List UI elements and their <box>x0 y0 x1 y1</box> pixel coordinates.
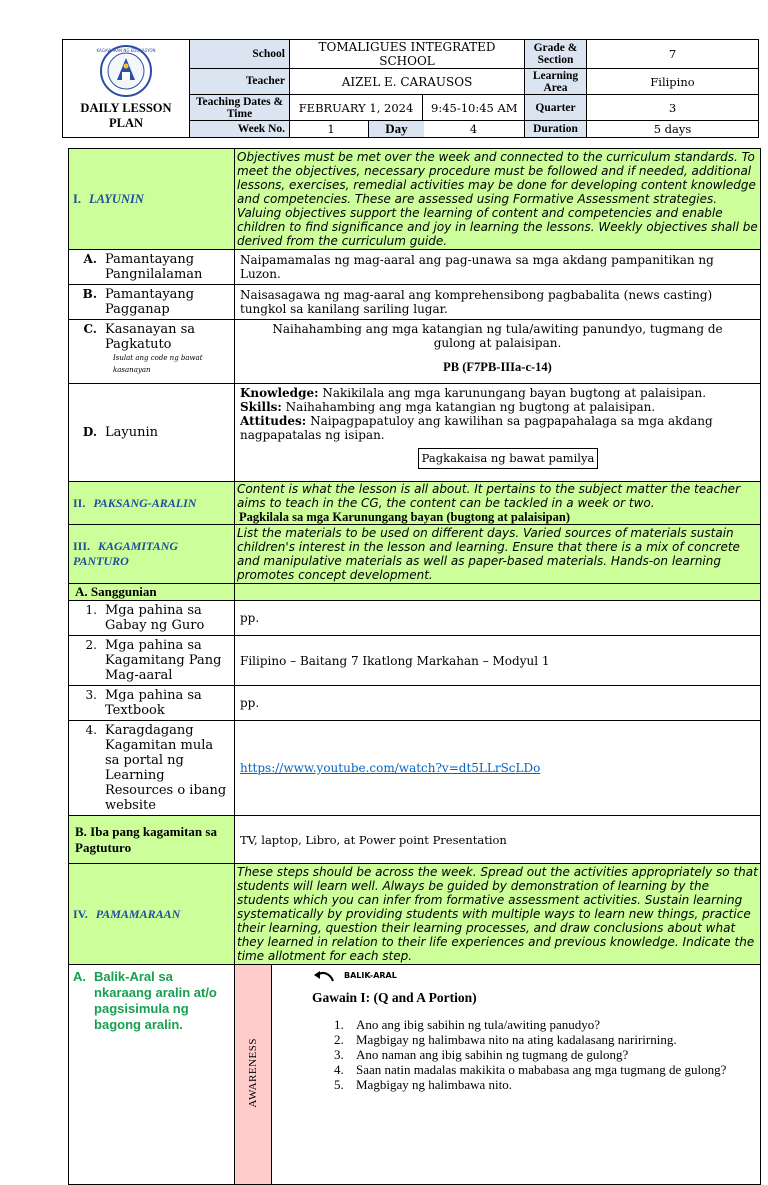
question-item: 2. Magbigay ng halimbawa nito na ating kadalasang naririrning. <box>334 1032 677 1047</box>
balik-aral-step-cell <box>69 965 235 1185</box>
reference-value-3: pp. <box>235 686 761 721</box>
kagamitan-heading: III. KAGAMITANG PANTURO <box>69 525 235 584</box>
lesson-plan-table <box>68 148 761 1185</box>
duration-label: Duration <box>525 121 587 138</box>
layunin-d-label: D. Layunin <box>69 384 235 482</box>
reference-label-4: 4. Karagdagang Kagamitan mula sa portal ng Learning Resources o ibang website <box>69 721 235 816</box>
balik-aral-step-num: A. <box>73 969 87 984</box>
question-list <box>272 1017 760 1092</box>
curved-arrow-icon <box>312 969 336 983</box>
question-item: 3. Ano naman ang ibig sabihin ng tugmang de gulong? <box>334 1047 629 1062</box>
paksa-text: Pagkilala sa mga Karunungang bayan (bugtong at palaisipan) <box>235 510 761 525</box>
area-value: Filipino <box>587 69 759 95</box>
kagamitan-note: List the materials to be used on different days. Varied sources of materials sustain children's interest in the lesson and learning. Ensure that there is a mix of concrete and manipulative materials as well as paper-based materials. Hands-on learning promotes concept development. <box>235 525 761 584</box>
gawain-title: Gawain I: (Q and A Portion) <box>312 990 477 1005</box>
week-value: 1 <box>327 122 335 136</box>
reference-value-2: Filipino – Baitang 7 Ikatlong Markahan – Modyul 1 <box>235 636 761 686</box>
paksa-note: Content is what the lesson is all about. It pertains to the subject matter the teacher aims to teach in the CG, the content can be tackled in a week or two. <box>235 482 761 511</box>
teacher-value: AIZEL E. CARAUSOS <box>290 69 525 95</box>
header-table <box>62 39 759 138</box>
duration-value: 5 days <box>587 121 759 138</box>
kasanayan-label: C. Kasanayan sa Pagkatuto Isulat ang code ng bawat kasanayan <box>69 320 235 384</box>
time-value: 9:45-10:45 AM <box>423 95 525 121</box>
reference-value-1: pp. <box>235 601 761 636</box>
quarter-value: 3 <box>587 95 759 121</box>
date-value: FEBRUARY 1, 2024 <box>290 95 423 121</box>
pamantayang-pagganap-text: Naisasagawa ng mag-aaral ang komprehensibong pagbabalita (news casting) tungkol sa kanilang sariling lugar. <box>235 285 761 320</box>
grade-label: Grade & Section <box>525 40 587 69</box>
week-cell <box>290 121 423 138</box>
reference-label-2: 2. Mga pahina sa Kagamitang Pang Mag-aaral <box>69 636 235 686</box>
teacher-label: Teacher <box>190 69 290 95</box>
week-label: Week No. <box>190 121 290 138</box>
seal-text: KAGAWARAN NG EDUKASYON <box>96 48 156 53</box>
pamamaraan-heading: IV. PAMAMARAAN <box>69 864 235 965</box>
pamamaraan-note: These steps should be across the week. Spread out the activities appropriately so that students will learn well. Always be guided by demonstration of learning by the students which you can infer from formative assessment activities. Sustain learning systematically by providing students with multiple ways to learn new things, practice their learning, question their learning processes, and draw conclusions about what they learned in relation to their life experiences and previous knowledge. Indicate the time allotment for each step. <box>235 864 761 965</box>
paksa-heading: II. PAKSANG-ARALIN <box>69 482 235 525</box>
question-item: 1. Ano ang ibig sabihin ng tula/awiting panudyo? <box>334 1017 601 1032</box>
deped-seal-icon <box>97 44 155 98</box>
value-box: Pagkakaisa ng bawat pamilya <box>418 448 598 469</box>
competency-code: PB (F7PB-IIIa-c-14) <box>443 360 552 374</box>
iba-pang-kagamitan-value: TV, laptop, Libro, at Power point Presentation <box>235 816 761 864</box>
school-value: TOMALIGUES INTEGRATED SCHOOL <box>290 40 525 69</box>
kasanayan-cell <box>235 320 761 384</box>
question-item: 4. Saan natin madalas makikita o mababasa ang mga tugmang de gulong? <box>334 1062 727 1077</box>
dates-label: Teaching Dates & Time <box>190 95 290 121</box>
day-value: 4 <box>423 121 525 138</box>
layunin-d-cell <box>235 384 761 482</box>
attitudes-objective: Attitudes: Naipagpapatuloy ang kawilihan sa pagpapahalaga sa mga akdang nagpapatalas ng isipan. <box>240 414 713 442</box>
gawain-cell <box>272 965 761 1185</box>
area-label: Learning Area <box>525 69 587 95</box>
pamantayang-pangnilalaman-label: A. Pamantayang Pangnilalaman <box>69 250 235 285</box>
skills-objective: Skills: Naihahambing ang mga katangian ng bugtong at palaisipan. <box>240 400 656 414</box>
kasanayan-note: Isulat ang code ng bawat kasanayan <box>113 354 203 374</box>
day-label: Day <box>368 121 424 137</box>
reference-label-1: 1. Mga pahina sa Gabay ng Guro <box>69 601 235 636</box>
school-label: School <box>190 40 290 69</box>
logo-cell <box>63 40 190 138</box>
question-item: 5. Magbigay ng halimbawa nito. <box>334 1077 512 1092</box>
phase-label: AWARENESS <box>247 1038 259 1108</box>
youtube-link[interactable]: https://www.youtube.com/watch?v=dt5LLrScLDo <box>240 761 541 775</box>
layunin-heading: I. LAYUNIN <box>69 149 235 250</box>
iba-pang-kagamitan-label: B. Iba pang kagamitan sa Pagtuturo <box>69 816 235 864</box>
balik-aral-step-label: Balik-Aral sa nkaraang aralin at/o pagsisimula ng bagong aralin. <box>94 969 217 1032</box>
kasanayan-text: Naihahambing ang mga katangian ng tula/awiting panundyo, tugmang de gulong at palaisipan. <box>272 322 723 350</box>
pamantayang-pangnilalaman-text: Naipamamalas ng mag-aaral ang pag-unawa sa mga akdang pampanitikan ng Luzon. <box>235 250 761 285</box>
phase-cell <box>235 965 272 1185</box>
dlp-title: DAILY LESSON PLAN <box>80 101 172 130</box>
pamantayang-pagganap-label: B. Pamantayang Pagganap <box>69 285 235 320</box>
sanggunian-label: A. Sanggunian <box>69 584 235 601</box>
knowledge-objective: Knowledge: Nakikilala ang mga karunungang bayan bugtong at palaisipan. <box>240 386 707 400</box>
grade-value: 7 <box>587 40 759 69</box>
layunin-note: Objectives must be met over the week and connected to the curriculum standards. To meet the objectives, necessary procedure must be followed and if needed, additional lessons, exercises, remedial activities may be done for developing content knowledge and competencies. These are assessed using Formative Assessment strategies. Valuing objectives support the learning of content and competencies and enable children to find significance and joy in learning the lessons. Weekly objectives shall be derived from the curriculum guide. <box>235 149 761 250</box>
quarter-label: Quarter <box>525 95 587 121</box>
balik-aral-tag: BALIK-ARAL <box>312 969 760 983</box>
sanggunian-blank <box>235 584 761 601</box>
reference-label-3: 3. Mga pahina sa Textbook <box>69 686 235 721</box>
reference-value-4[interactable] <box>235 721 761 816</box>
